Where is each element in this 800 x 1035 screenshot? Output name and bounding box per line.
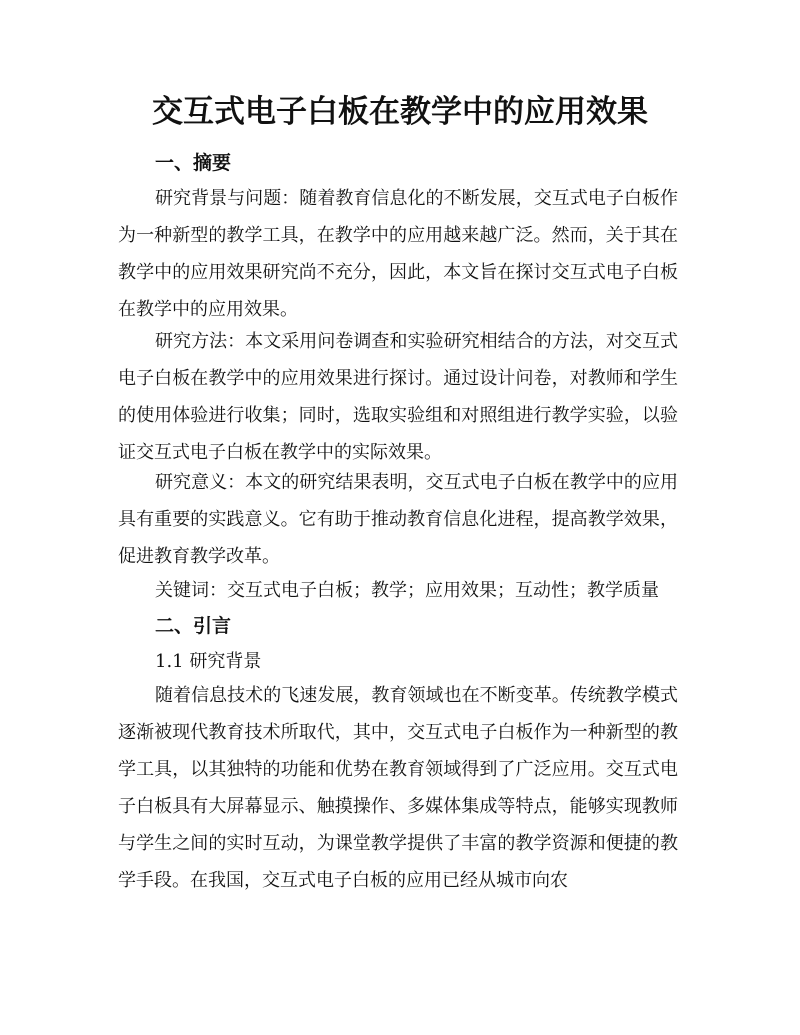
keywords-line: 关键词：交互式电子白板；教学；应用效果；互动性；教学质量	[155, 580, 659, 601]
abstract-significance-paragraph: 研究意义：本文的研究结果表明，交互式电子白板在教学中的应用具有重要的实践意义。它有助于推动教育信息化进程，提高教学效果，促进教育教学改革。	[118, 472, 678, 567]
introduction-heading: 二、引言	[155, 615, 232, 637]
document-title: 交互式电子白板在教学中的应用效果	[152, 94, 648, 130]
abstract-heading: 一、摘要	[155, 152, 232, 174]
introduction-body-paragraph: 随着信息技术的飞速发展，教育领域也在不断变革。传统教学模式逐渐被现代教育技术所取代，其中，交互式电子白板作为一种新型的教学工具，以其独特的功能和优势在教育领域得到了广泛应用。交互式电子白板具有大屏幕显示、触摸操作、多媒体集成等特点，能够实现教师与学生之间的实时互动，为课堂教学提供了丰富的教学资源和便捷的教学手段。在我国，交互式电子白板的应用已经从城市向农	[118, 685, 678, 891]
subsection-heading: 1.1 研究背景	[155, 651, 262, 672]
abstract-methods-paragraph: 研究方法：本文采用问卷调查和实验研究相结合的方法，对交互式电子白板在教学中的应用效果进行探讨。通过设计问卷，对教师和学生的使用体验进行收集；同时，选取实验组和对照组进行教学实验，以验证交互式电子白板在教学中的实际效果。	[118, 331, 678, 463]
abstract-background-paragraph: 研究背景与问题：随着教育信息化的不断发展，交互式电子白板作为一种新型的教学工具，在教学中的应用越来越广泛。然而，关于其在教学中的应用效果研究尚不充分，因此，本文旨在探讨交互式电子白板在教学中的应用效果。	[118, 188, 678, 320]
